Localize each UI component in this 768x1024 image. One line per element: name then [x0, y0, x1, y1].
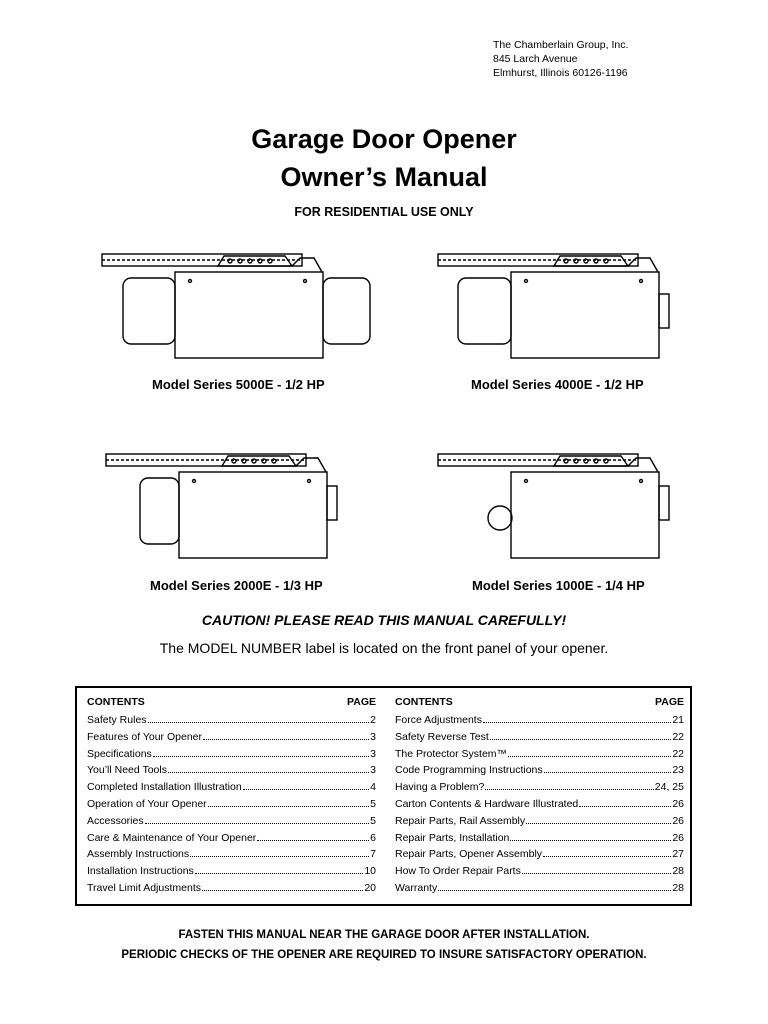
contents-entry-label: The Protector System™	[395, 747, 508, 760]
contents-entry-page: 26	[672, 797, 684, 810]
contents-heading: CONTENTS	[87, 696, 145, 708]
contents-entry-label: Operation of Your Opener	[87, 797, 207, 810]
dot-leader	[145, 814, 370, 824]
dot-leader	[243, 780, 369, 790]
contents-entry	[395, 797, 684, 814]
dot-leader	[508, 747, 671, 757]
contents-entry-label: Having a Problem?	[395, 781, 485, 794]
contents-entry-page: 26	[672, 814, 684, 827]
contents-entry-label: How To Order Repair Parts	[395, 865, 521, 878]
title-line-2: Owner’s Manual	[280, 162, 488, 192]
contents-entry-label: Features of Your Opener	[87, 730, 202, 743]
dot-leader	[483, 713, 671, 723]
dot-leader	[153, 747, 369, 757]
contents-entry	[395, 713, 684, 730]
contents-entry-page: 2	[370, 714, 376, 726]
dot-leader	[208, 797, 369, 807]
contents-entry-label: Completed Installation Illustration	[87, 781, 242, 794]
contents-entry-page: 4	[370, 781, 376, 794]
contents-entry-page: 21	[672, 714, 684, 726]
title-line-1: Garage Door Opener	[251, 124, 517, 154]
address-line-1: The Chamberlain Group, Inc.	[493, 39, 629, 51]
contents-entry	[395, 831, 684, 848]
contents-entry-page: 22	[672, 730, 684, 743]
model-number-note: The MODEL NUMBER label is located on the front panel of your opener.	[159, 640, 609, 656]
contents-entry	[87, 763, 376, 780]
contents-entry-label: Repair Parts, Rail Assembly	[395, 814, 526, 827]
dot-leader	[203, 730, 369, 740]
footer-line-1: FASTEN THIS MANUAL NEAR THE GARAGE DOOR AFTER INSTALLATION.	[178, 929, 590, 941]
caution-notice: CAUTION! PLEASE READ THIS MANUAL CAREFULLY!	[201, 612, 567, 628]
company-address	[493, 38, 628, 80]
contents-entry	[87, 713, 376, 730]
address-line-3: Elmhurst, Illinois 60126-1196	[493, 67, 628, 79]
contents-entry-page: 28	[672, 865, 684, 878]
dot-leader	[522, 864, 671, 874]
contents-entry-page: 3	[370, 764, 376, 777]
dot-leader	[195, 864, 364, 874]
model-label-1000e: Model Series 1000E - 1/4 HP	[472, 578, 645, 593]
dot-leader	[190, 847, 369, 857]
dot-leader	[202, 881, 363, 891]
dot-leader	[148, 713, 370, 723]
contents-entry	[87, 747, 376, 764]
contents-entry-page: 24, 25	[654, 781, 684, 794]
contents-entry	[87, 814, 376, 831]
contents-entry-page: 26	[672, 831, 684, 844]
contents-entry-label: Repair Parts, Opener Assembly	[395, 848, 543, 861]
contents-column-left	[87, 696, 376, 898]
contents-entry-label: Specifications	[87, 747, 152, 760]
contents-entry-page: 23	[672, 764, 684, 777]
opener-illustration-4000e	[436, 248, 676, 368]
contents-entry-label: Travel Limit Adjustments	[87, 881, 201, 894]
contents-entry-page: 28	[672, 881, 684, 894]
contents-entry-page: 5	[370, 797, 376, 810]
contents-entry-page: 20	[364, 881, 376, 894]
footer-line-2: PERIODIC CHECKS OF THE OPENER ARE REQUIRED TO INSURE SATISFACTORY OPERATION.	[121, 949, 647, 961]
contents-entry	[87, 797, 376, 814]
contents-entry-page: 27	[672, 848, 684, 861]
contents-entry-page: 3	[370, 747, 376, 760]
contents-entry-page: 3	[370, 730, 376, 743]
dot-leader	[510, 831, 671, 841]
contents-entry	[395, 780, 684, 797]
contents-entry	[395, 814, 684, 831]
contents-entry	[87, 831, 376, 848]
contents-entry-page: 22	[672, 747, 684, 760]
page-title	[0, 120, 768, 196]
page-heading: PAGE	[347, 696, 376, 708]
contents-entry	[395, 763, 684, 780]
contents-entry-label: You’ll Need Tools	[87, 764, 167, 777]
contents-entry-page: 10	[364, 865, 376, 878]
contents-entry-label: Safety Reverse Test	[395, 730, 489, 743]
dot-leader	[257, 831, 369, 841]
dot-leader	[544, 763, 672, 773]
page-heading: PAGE	[655, 696, 684, 708]
dot-leader	[543, 847, 671, 857]
contents-heading: CONTENTS	[395, 696, 453, 708]
table-of-contents	[75, 686, 692, 906]
contents-entry	[87, 730, 376, 747]
contents-entry-label: Accessories	[87, 814, 144, 827]
contents-entry-label: Installation Instructions	[87, 865, 194, 878]
contents-entry	[87, 864, 376, 881]
contents-entry-label: Care & Maintenance of Your Opener	[87, 831, 257, 844]
model-label-2000e: Model Series 2000E - 1/3 HP	[150, 578, 323, 593]
contents-entry-page: 5	[370, 814, 376, 827]
model-label-4000e: Model Series 4000E - 1/2 HP	[471, 377, 644, 392]
contents-entry	[395, 881, 684, 898]
contents-column-right	[395, 696, 684, 898]
contents-entry	[87, 780, 376, 797]
contents-entry-label: Repair Parts, Installation	[395, 831, 510, 844]
model-label-5000e: Model Series 5000E - 1/2 HP	[152, 377, 325, 392]
page-subtitle: FOR RESIDENTIAL USE ONLY	[294, 205, 474, 219]
contents-entry	[87, 881, 376, 898]
contents-entry	[395, 730, 684, 747]
dot-leader	[485, 780, 654, 790]
contents-entry	[395, 847, 684, 864]
dot-leader	[490, 730, 672, 740]
dot-leader	[526, 814, 671, 824]
contents-header	[395, 696, 684, 713]
contents-entry-page: 7	[370, 848, 376, 861]
contents-entry-page: 6	[370, 831, 376, 844]
contents-entry-label: Code Programming Instructions	[395, 764, 543, 777]
opener-illustration-1000e	[436, 448, 676, 568]
contents-entry-label: Carton Contents & Hardware Illustrated	[395, 797, 579, 810]
opener-illustration-2000e	[104, 448, 344, 568]
contents-entry	[395, 864, 684, 881]
contents-entry-label: Safety Rules	[87, 714, 147, 726]
contents-entry-label: Warranty	[395, 881, 438, 894]
contents-entry	[395, 747, 684, 764]
contents-entry	[87, 847, 376, 864]
contents-entry-label: Force Adjustments	[395, 714, 482, 726]
address-line-2: 845 Larch Avenue	[493, 53, 578, 65]
dot-leader	[168, 763, 369, 773]
contents-header	[87, 696, 376, 713]
contents-entry-label: Assembly Instructions	[87, 848, 190, 861]
dot-leader	[438, 881, 671, 891]
opener-illustration-5000e	[100, 248, 380, 368]
dot-leader	[579, 797, 671, 807]
